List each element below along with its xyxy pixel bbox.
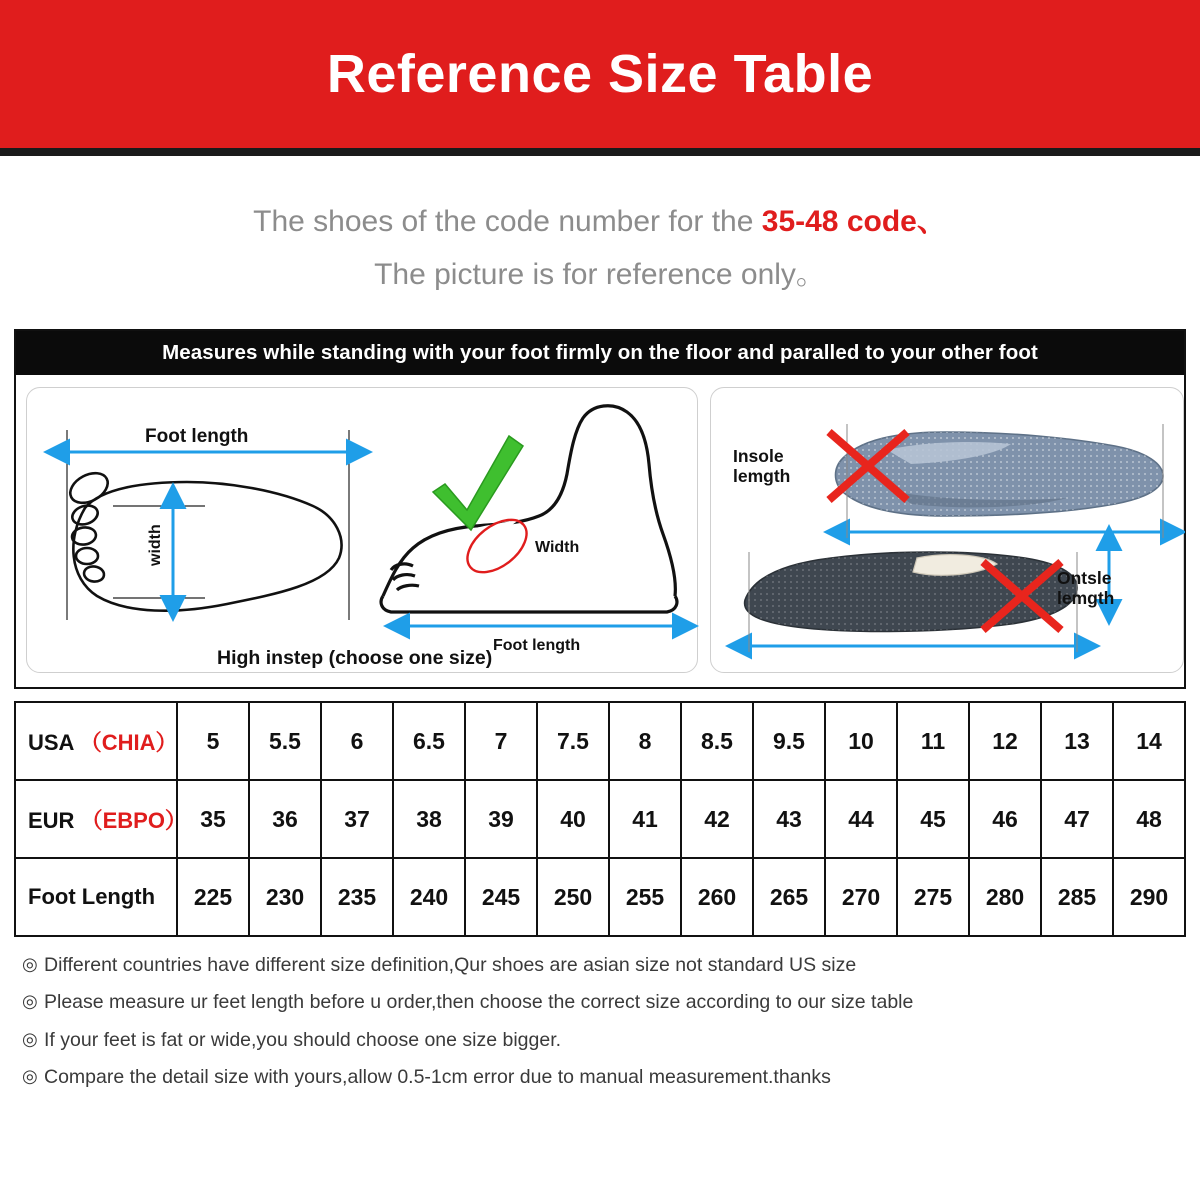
cell-eur-3: 38 xyxy=(393,780,465,858)
list-item xyxy=(22,1065,1178,1089)
subtitle-line-1-post: 、 xyxy=(916,205,947,238)
measurement-guide-panel xyxy=(14,329,1186,689)
cell-foot-4: 245 xyxy=(465,858,537,936)
row-header-usa-main: USA xyxy=(28,729,74,755)
cell-usa-3: 6.5 xyxy=(393,702,465,780)
notes-list xyxy=(0,937,1200,1090)
cell-foot-0: 225 xyxy=(177,858,249,936)
cell-usa-7: 8.5 xyxy=(681,702,753,780)
cell-usa-13: 14 xyxy=(1113,702,1185,780)
cell-usa-4: 7 xyxy=(465,702,537,780)
row-header-eur-paren: （EBPO） xyxy=(80,807,187,833)
subtitle-code-range: 35-48 code xyxy=(761,205,917,238)
row-header-usa xyxy=(15,702,177,780)
foot-length-label-side: Foot length xyxy=(493,637,581,654)
size-conversion-table xyxy=(14,701,1186,937)
cell-usa-9: 10 xyxy=(825,702,897,780)
table-row xyxy=(15,702,1185,780)
diagram-row xyxy=(16,375,1184,687)
table-row xyxy=(15,780,1185,858)
outsole-label-line2: lemgth xyxy=(1057,588,1115,608)
row-header-foot-length-main: Foot Length xyxy=(28,884,156,909)
cell-usa-2: 6 xyxy=(321,702,393,780)
row-header-foot-length xyxy=(15,858,177,936)
foot-measure-diagram xyxy=(26,387,698,673)
cell-eur-7: 42 xyxy=(681,780,753,858)
cell-foot-7: 260 xyxy=(681,858,753,936)
note-bullet-icon: ◎ xyxy=(22,1028,38,1049)
table-row xyxy=(15,858,1185,936)
note-text: Please measure ur feet length before u order,then choose the correct size according to our size table xyxy=(44,991,914,1014)
cell-foot-11: 280 xyxy=(969,858,1041,936)
cell-eur-6: 41 xyxy=(609,780,681,858)
foot-length-label-top: Foot length xyxy=(145,426,249,447)
cell-foot-13: 290 xyxy=(1113,858,1185,936)
insole-shape xyxy=(836,432,1164,516)
row-header-eur-main: EUR xyxy=(28,807,75,833)
width-label-side: Width xyxy=(535,539,580,556)
page-header xyxy=(0,0,1200,148)
insole-label-line2: lemgth xyxy=(733,466,791,486)
check-icon xyxy=(433,436,523,530)
list-item xyxy=(22,953,1178,977)
width-label-top: width xyxy=(147,524,164,566)
insole-label-line1: Insole xyxy=(733,446,784,466)
cell-foot-6: 255 xyxy=(609,858,681,936)
outsole-label-line1: Ontsle xyxy=(1057,568,1112,588)
cell-foot-12: 285 xyxy=(1041,858,1113,936)
row-header-eur xyxy=(15,780,187,858)
cell-usa-10: 11 xyxy=(897,702,969,780)
subtitle-line-1 xyxy=(0,196,1200,249)
cell-usa-5: 7.5 xyxy=(537,702,609,780)
cell-foot-3: 240 xyxy=(393,858,465,936)
note-text: If your feet is fat or wide,you should choose one size bigger. xyxy=(44,1028,562,1051)
cell-eur-13: 48 xyxy=(1113,780,1185,858)
header-divider xyxy=(0,148,1200,156)
cell-eur-8: 43 xyxy=(753,780,825,858)
insole-outsole-diagram xyxy=(710,387,1184,673)
note-bullet-icon: ◎ xyxy=(22,1066,38,1087)
cell-eur-0: 35 xyxy=(177,780,249,858)
insole-outsole-svg xyxy=(711,388,1185,674)
cell-foot-10: 275 xyxy=(897,858,969,936)
cell-eur-9: 44 xyxy=(825,780,897,858)
cell-foot-9: 270 xyxy=(825,858,897,936)
note-text: Different countries have different size definition,Qur shoes are asian size not standard US size xyxy=(44,954,857,976)
row-header-usa-paren: （CHIA） xyxy=(79,729,178,755)
cell-usa-1: 5.5 xyxy=(249,702,321,780)
cell-eur-12: 47 xyxy=(1041,780,1113,858)
subtitle-block xyxy=(0,156,1200,311)
cell-foot-2: 235 xyxy=(321,858,393,936)
foot-measure-svg xyxy=(27,388,699,674)
cell-usa-0: 5 xyxy=(177,702,249,780)
cell-eur-11: 46 xyxy=(969,780,1041,858)
note-bullet-icon: ◎ xyxy=(22,991,38,1012)
cell-eur-1: 36 xyxy=(249,780,321,858)
cell-usa-12: 13 xyxy=(1041,702,1113,780)
instruction-bar: Measures while standing with your foot firmly on the floor and paralled to your other foot xyxy=(16,331,1184,375)
cell-foot-5: 250 xyxy=(537,858,609,936)
cell-foot-8: 265 xyxy=(753,858,825,936)
note-text: Compare the detail size with yours,allow 0.5-1cm error due to manual measurement.thanks xyxy=(44,1066,831,1089)
cell-eur-2: 37 xyxy=(321,780,393,858)
note-bullet-icon: ◎ xyxy=(22,954,38,974)
cell-eur-10: 45 xyxy=(897,780,969,858)
high-instep-caption: High instep (choose one size) xyxy=(217,647,493,669)
page-title: Reference Size Table xyxy=(326,44,874,104)
list-item xyxy=(22,1028,1178,1052)
cell-eur-5: 40 xyxy=(537,780,609,858)
subtitle-line-1-pre: The shoes of the code number for the xyxy=(253,205,762,238)
subtitle-line-2: The picture is for reference only。 xyxy=(374,257,826,291)
cell-eur-4: 39 xyxy=(465,780,537,858)
cell-usa-6: 8 xyxy=(609,702,681,780)
cell-foot-1: 230 xyxy=(249,858,321,936)
list-item xyxy=(22,990,1178,1014)
cell-usa-8: 9.5 xyxy=(753,702,825,780)
cell-usa-11: 12 xyxy=(969,702,1041,780)
